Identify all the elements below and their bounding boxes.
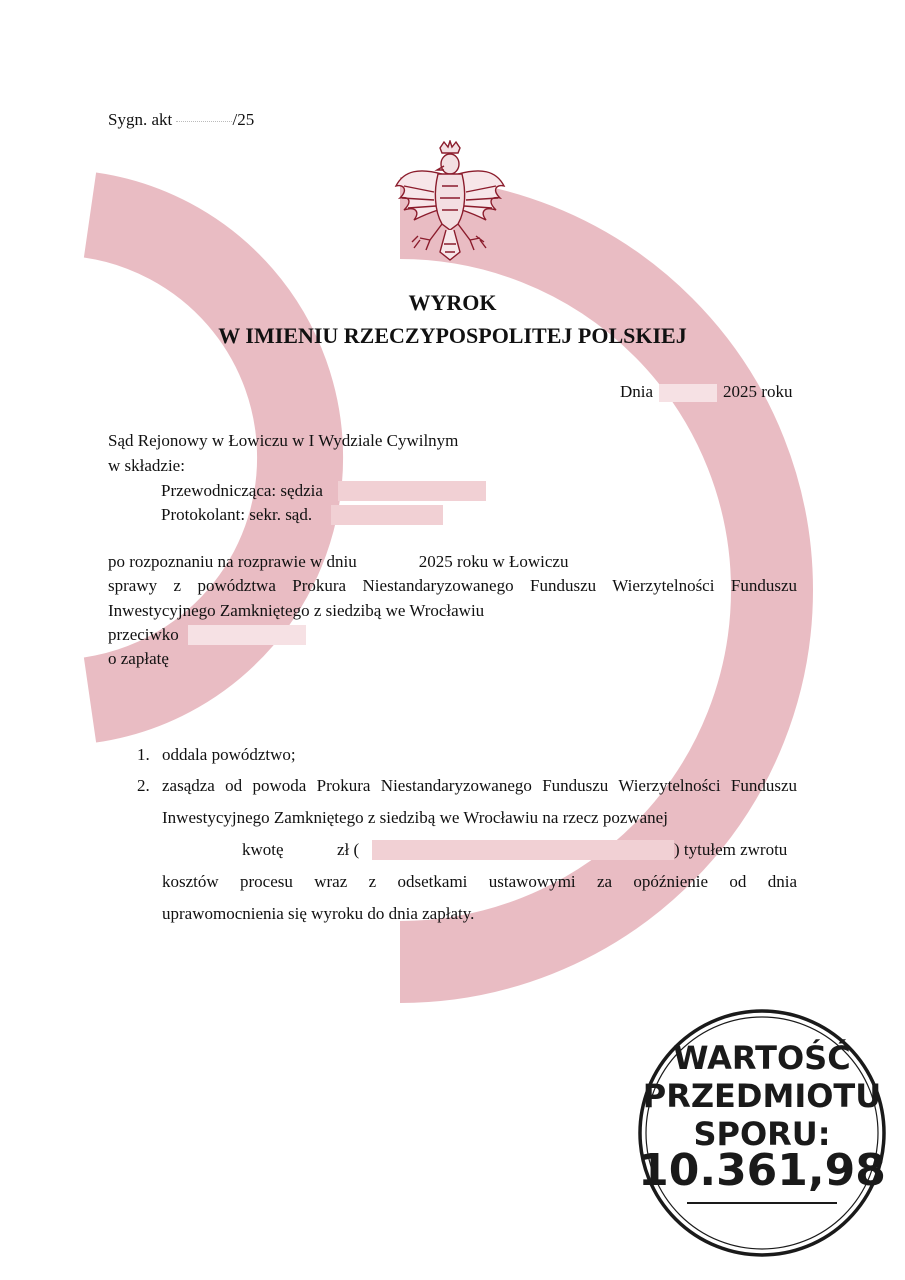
ruling-item-2-line-2: Inwestycyjnego Zamkniętego z siedzibą we Wrocławiu na rzecz pozwanej — [162, 808, 668, 827]
redacted-signature — [176, 121, 232, 122]
polish-eagle-emblem-icon — [390, 140, 510, 268]
court-name: Sąd Rejonowy w Łowiczu w I Wydziale Cywilnym — [108, 431, 459, 450]
judgment-title: WYROK — [408, 290, 497, 315]
ruling-item-2-line-5: uprawomocnienia się wyroku do dnia zapłaty. — [162, 904, 475, 923]
stamp-line-3: SPORU: — [693, 1115, 831, 1153]
claimant-line-2: Inwestycyjnego Zamkniętego z siedzibą we Wrocławiu — [108, 601, 485, 620]
stamp-value: 10.361,98 — [638, 1145, 886, 1196]
case-signature: Sygn. akt /25 — [108, 110, 255, 129]
ruling-item-2-amount-label: kwotę — [242, 840, 284, 859]
defendant-label: przeciwko — [108, 625, 179, 644]
court-composition: w składzie: — [108, 456, 185, 475]
ruling-item-2-line-4: kosztów procesu wraz z odsetkami ustawowymi za opóźnienie od dnia — [162, 872, 797, 891]
hearing-info: po rozpoznaniu na rozprawie w dniu 2025 roku w Łowiczu — [108, 552, 569, 571]
stamp-line-2: PRZEDMIOTU — [642, 1077, 882, 1115]
ruling-item-1-number: 1. — [137, 745, 150, 764]
claimant-line-1: sprawy z powództwa Prokura Niestandaryzowanego Funduszu Wierzytelności Funduszu — [108, 576, 797, 595]
dispute-value-stamp — [637, 1008, 887, 1258]
stamp-line-1: WARTOŚĆ — [673, 1039, 851, 1077]
case-subject: o zapłatę — [108, 649, 169, 668]
redacted-judge-name — [338, 481, 486, 501]
redacted-defendant-name — [188, 625, 306, 645]
redacted-amount-words — [372, 840, 674, 860]
ruling-item-2-line-3-end: ) tytułem zwrotu — [674, 840, 788, 859]
ruling-item-2-currency: zł ( — [337, 840, 360, 859]
judgment-date: Dnia 2025 roku — [620, 382, 793, 401]
redacted-date — [659, 384, 717, 402]
presiding-judge: Przewodnicząca: sędzia — [161, 481, 323, 500]
ruling-item-2-line-1: zasądza od powoda Prokura Niestandaryzowanego Funduszu Wierzytelności Funduszu — [162, 776, 797, 795]
court-clerk: Protokolant: sekr. sąd. — [161, 505, 313, 524]
redacted-clerk-name — [331, 505, 443, 525]
ruling-item-2-number: 2. — [137, 776, 150, 795]
ruling-item-1: oddala powództwo; — [162, 745, 296, 764]
judgment-subtitle: W IMIENIU RZECZYPOSPOLITEJ POLSKIEJ — [218, 323, 687, 348]
